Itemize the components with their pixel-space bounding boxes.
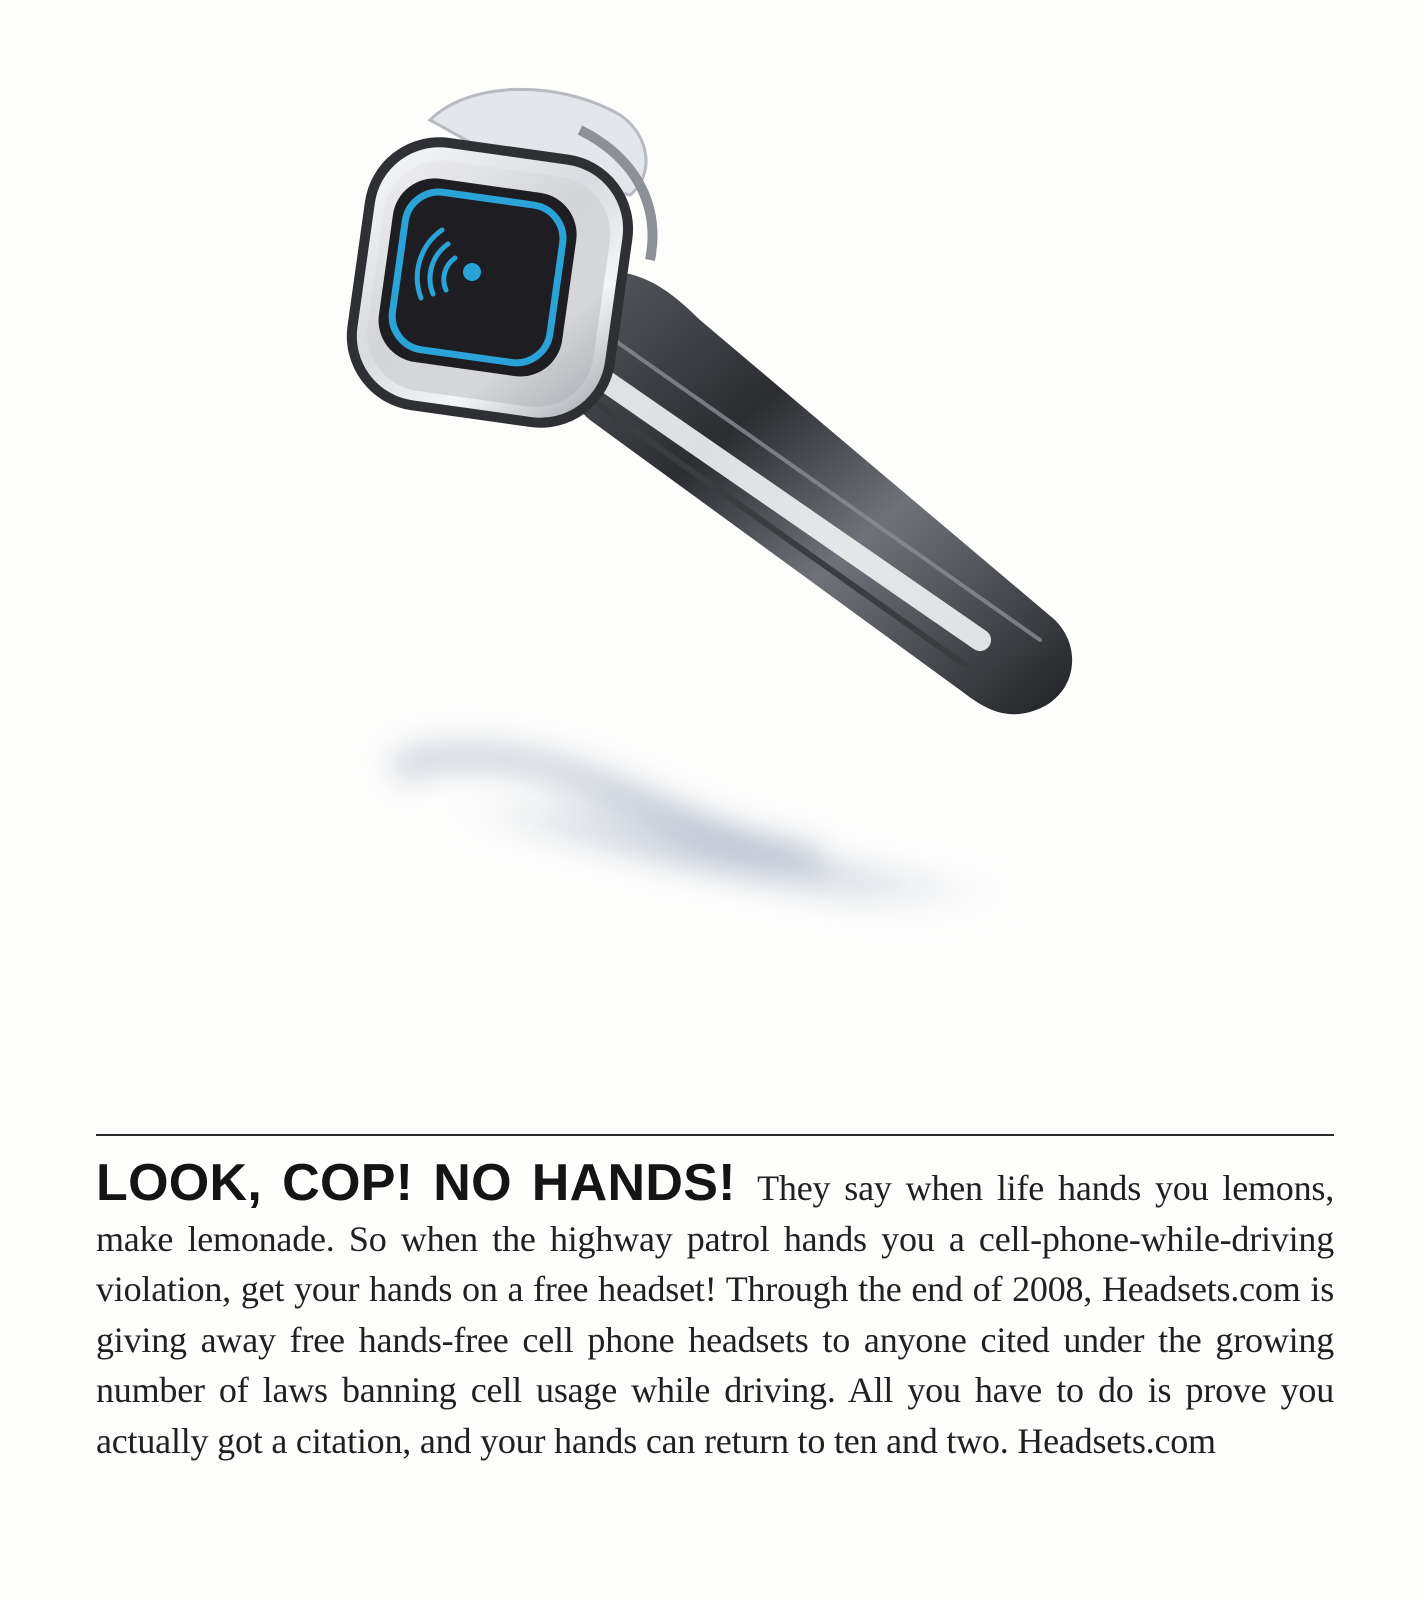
article-text — [96, 1154, 1334, 1466]
call-button — [373, 173, 582, 382]
article-body: They say when life hands you lemons, make lemonade. So when the highway patrol hands you a cell-phone-while-driving violation, get your hands on a free headset! Through the end of 2008, Headsets.com is giving away free hands-free cell phone headsets to anyone cited under the growing number of laws banning cell usage while driving. All you have to do is prove you actually got a citation, and your hands can return to ten and two. Headsets.com — [96, 1168, 1334, 1461]
headset-shadow — [389, 756, 1095, 938]
article-headline: LOOK, COP! NO HANDS! — [96, 1154, 736, 1212]
section-divider — [96, 1134, 1334, 1136]
headset-boom — [552, 272, 1072, 714]
